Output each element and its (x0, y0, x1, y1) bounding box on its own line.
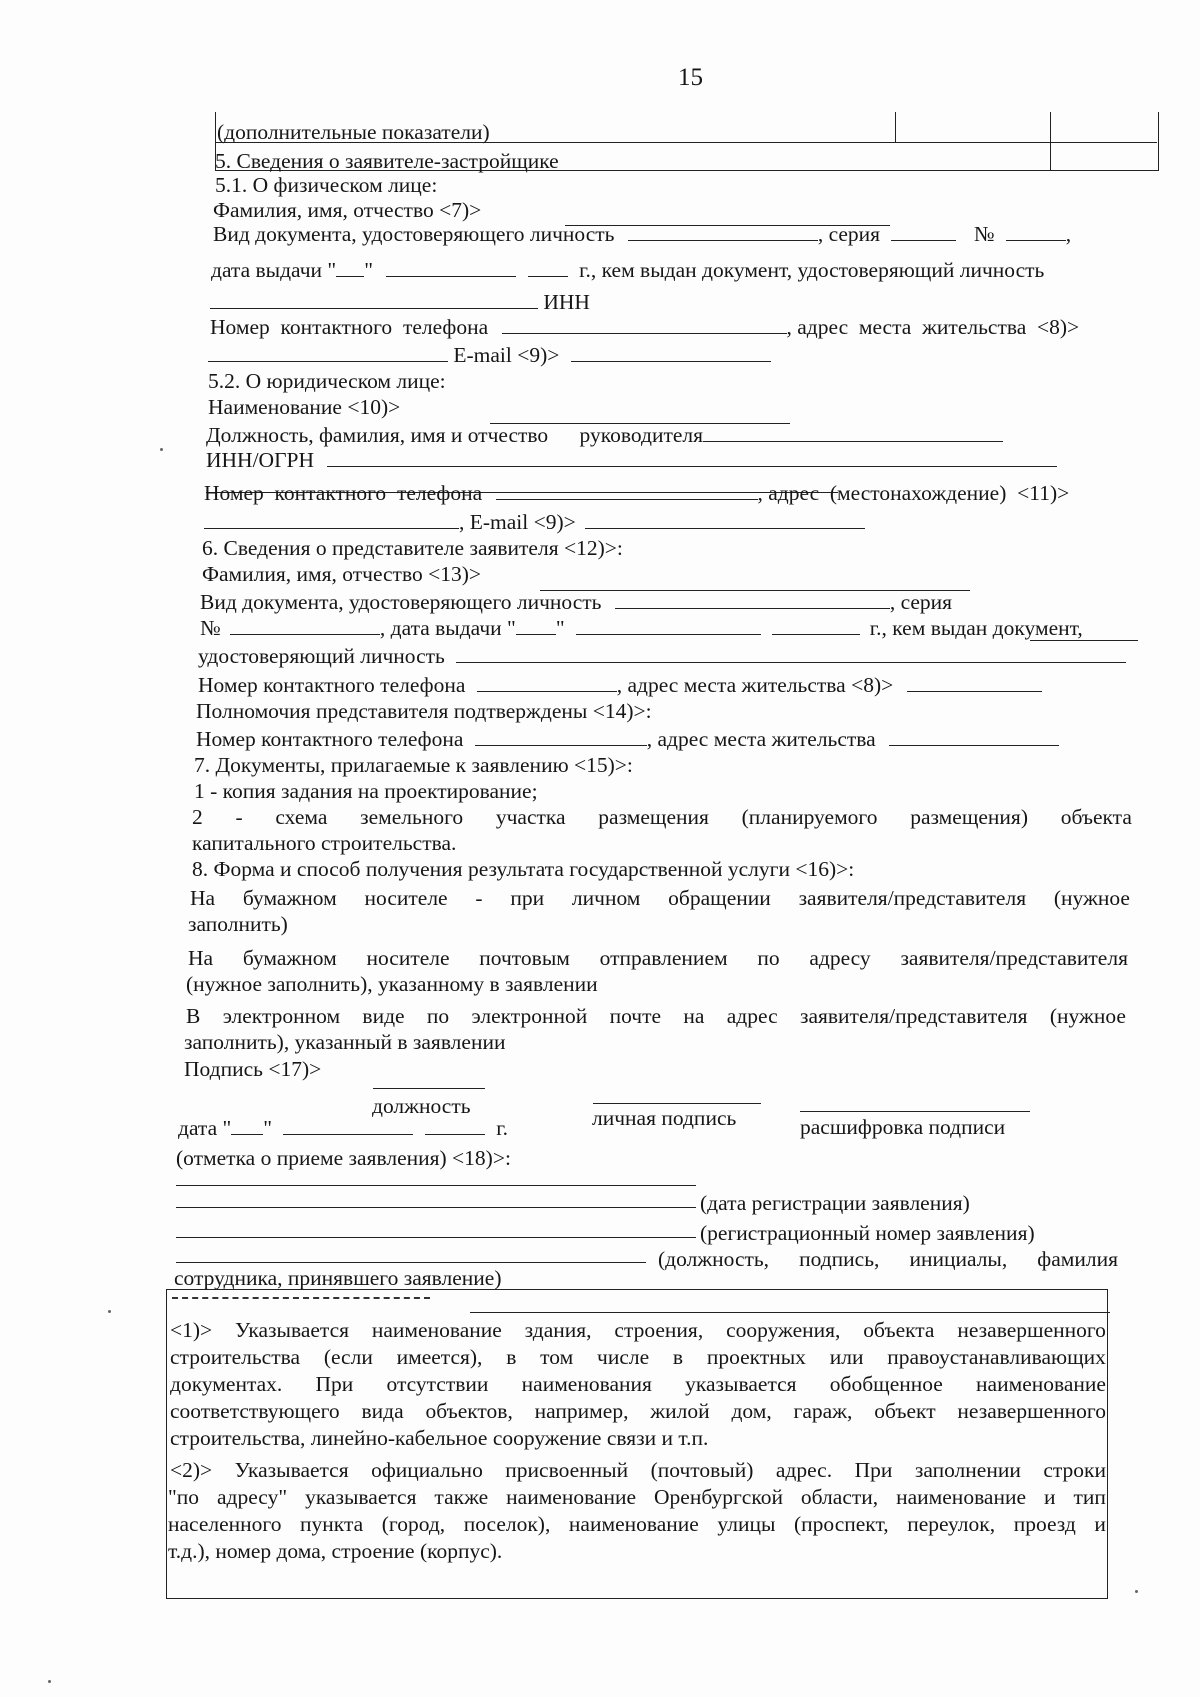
note1-line3 (170, 1372, 1106, 1396)
word: На (188, 946, 214, 970)
option-2 (188, 946, 1128, 970)
head-field (703, 423, 1003, 442)
word: почтовым (479, 946, 570, 970)
scan-speck (108, 1310, 111, 1313)
word: (нужное (1053, 886, 1130, 910)
word: в (672, 1345, 684, 1369)
position-sign-field (373, 1088, 485, 1089)
word: виде (362, 1004, 405, 1028)
word: участка (495, 805, 566, 829)
word: (проспект, (794, 1512, 889, 1536)
note2-end: т.д.), номер дома, строение (корпус). (168, 1539, 503, 1563)
word: размещения (598, 805, 709, 829)
comma: , (1065, 222, 1072, 246)
rep-identity-label: удостоверяющий личность (198, 644, 445, 668)
reg-date-field (176, 1207, 696, 1208)
word: строительства (170, 1345, 301, 1369)
head-line (206, 423, 1003, 447)
word: указывается (305, 1485, 417, 1509)
word: незавершенного (957, 1399, 1106, 1423)
rep-doc-label: Вид документа, удостоверяющего личность (200, 590, 602, 614)
rep-issued-by-label: г., кем выдан документ, (869, 616, 1083, 640)
scan-speck (1135, 1590, 1138, 1593)
position-caption: должность (372, 1094, 471, 1118)
word: адресу (809, 946, 871, 970)
section5-title: 5. Сведения о заявителе-застройщике (215, 149, 559, 173)
rep-identity-line (198, 644, 1126, 668)
sign-month-field (283, 1116, 413, 1135)
word: объект (874, 1399, 936, 1423)
sign-date-label: дата " (178, 1116, 232, 1140)
inn-ogrn-line (206, 448, 1057, 472)
footnotes-inner-rule (470, 1312, 1110, 1313)
phone-field (502, 315, 787, 334)
doc-line (213, 222, 1071, 246)
rep-address-label: , адрес места жительства <8)> (616, 673, 894, 697)
word: наименование (506, 1485, 637, 1509)
section5-sub1: 5.1. О физическом лице: (215, 173, 438, 197)
scan-speck (48, 1680, 51, 1683)
rep-series-label: , серия (889, 590, 953, 614)
word: личном (571, 886, 641, 910)
word: жилой (650, 1399, 710, 1423)
word: на (683, 1004, 705, 1028)
word: отсутствии (386, 1372, 489, 1396)
attachment-2 (192, 805, 1132, 829)
note1-line2 (170, 1345, 1106, 1369)
word: носителе (364, 886, 448, 910)
word: дом, (731, 1399, 772, 1423)
word: объектов, (425, 1399, 513, 1423)
sign-day-field (231, 1116, 263, 1135)
reg-number-field (176, 1237, 696, 1238)
doc-field (628, 222, 818, 241)
address-word: жительства (922, 315, 1027, 339)
quote: " (555, 616, 565, 640)
inn-ogrn-field (327, 448, 1057, 467)
word: или (829, 1345, 864, 1369)
note2-line3 (168, 1512, 1106, 1536)
word: объекта (1060, 805, 1132, 829)
personal-caption: личная подпись (592, 1106, 737, 1130)
word: <2)> (170, 1458, 213, 1482)
section7-title: 7. Документы, прилагаемые к заявлению <15)>: (194, 753, 633, 777)
email2-label: , E-mail <9)> (459, 510, 576, 534)
word: и (1094, 1512, 1106, 1536)
email-field (571, 343, 771, 362)
option-1 (190, 886, 1130, 910)
table-row-label: (дополнительные показатели) (217, 120, 490, 144)
head-label: руководителя (579, 423, 704, 447)
word: строения, (614, 1318, 704, 1342)
position-label: Должность, фамилия, имя и отчество (206, 423, 549, 447)
signature-label: Подпись <17)> (184, 1057, 322, 1081)
attachment-1: 1 - копия задания на проектирование; (194, 779, 538, 803)
word: числе (597, 1345, 650, 1369)
rep-fio-label: Фамилия, имя, отчество <13)> (202, 562, 481, 586)
word: переулок, (907, 1512, 996, 1536)
word: при (510, 886, 545, 910)
section8-title: 8. Форма и способ получения результата государственной услуги <16)>: (192, 857, 855, 881)
word: При (854, 1458, 893, 1482)
sign-year-field (425, 1116, 485, 1135)
word: наименование (896, 1485, 1027, 1509)
rep-phone2-field (475, 727, 647, 746)
email-line (208, 343, 771, 367)
word: бумажном (242, 886, 337, 910)
decoding-caption: расшифровка подписи (800, 1115, 1006, 1139)
inn-line (210, 290, 590, 314)
quote: " (263, 1116, 273, 1140)
option-1-end: заполнить) (188, 912, 288, 936)
word: отправлением (599, 946, 728, 970)
word: (город, (381, 1512, 446, 1536)
word: строки (1043, 1458, 1106, 1482)
word: правоустанавливающих (887, 1345, 1106, 1369)
table-col-divider (1050, 112, 1051, 170)
word: 2 (192, 805, 203, 829)
word: улицы (717, 1512, 776, 1536)
email2-field (585, 510, 865, 529)
rep-doc-field (615, 590, 890, 609)
section5-sub2: 5.2. О юридическом лице: (208, 369, 446, 393)
word: (планируемого (741, 805, 878, 829)
receipt-label: (отметка о приеме заявления) <18)>: (176, 1146, 511, 1170)
word: (должность, (658, 1247, 770, 1271)
word: пункта (300, 1512, 364, 1536)
word: имеется), (396, 1345, 483, 1369)
doc-label: Вид документа, удостоверяющего личность (213, 222, 615, 246)
word: в (506, 1345, 517, 1369)
word: проектных (706, 1345, 806, 1369)
word: (почтовый) (650, 1458, 754, 1482)
rep-year-field (772, 616, 860, 635)
word: <1)> (170, 1318, 213, 1342)
year-field (528, 258, 568, 277)
word: обращении (668, 886, 771, 910)
employee-caption (658, 1247, 1118, 1271)
rep-series-field (1030, 640, 1138, 641)
address-note: <8)> (1037, 315, 1080, 339)
word: электронной (471, 1004, 588, 1028)
word: (нужное (1049, 1004, 1126, 1028)
word: указывается (685, 1372, 797, 1396)
word: населенного (168, 1512, 282, 1536)
word: носителе (366, 946, 450, 970)
word: по (426, 1004, 450, 1028)
word: поселок), (463, 1512, 551, 1536)
word: проезд (1013, 1512, 1076, 1536)
word: фамилия (1037, 1247, 1118, 1271)
word: заявителя/представителя (900, 946, 1128, 970)
phone2-field (496, 481, 758, 500)
word: подпись, (799, 1247, 880, 1271)
word: - (235, 805, 243, 829)
word: обобщенное (829, 1372, 943, 1396)
word: заявителя/представителя (799, 1004, 1028, 1028)
word: незавершенного (957, 1318, 1106, 1342)
footnote-separator (172, 1297, 430, 1299)
rep-number-sign: № (200, 616, 221, 640)
word: тип (1073, 1485, 1106, 1509)
word: заявителя/представителя (798, 886, 1027, 910)
address-word: , адрес (786, 315, 849, 339)
word: наименование (568, 1512, 699, 1536)
series-field (891, 222, 956, 241)
word: объекта (863, 1318, 935, 1342)
personal-sign-field (593, 1103, 761, 1104)
word: размещения) (910, 805, 1028, 829)
word: присвоенный (505, 1458, 629, 1482)
word: соответствующего (170, 1399, 340, 1423)
note2-line1 (170, 1458, 1106, 1482)
word: Указывается (235, 1318, 350, 1342)
word: здания, (524, 1318, 592, 1342)
rep-phone-line (198, 673, 1042, 697)
email-label: E-mail <9)> (453, 343, 560, 367)
word: документах. (170, 1372, 283, 1396)
word: - (475, 886, 483, 910)
rep-phone2-line (196, 727, 1059, 751)
section6-title: 6. Сведения о представителе заявителя <12)>: (202, 536, 623, 560)
phone-word: Номер (204, 481, 264, 505)
loc-word: , адрес (757, 481, 820, 505)
word: например, (534, 1399, 629, 1423)
rep-address2-label: , адрес места жительства (646, 727, 876, 751)
reg-number-caption: (регистрационный номер заявления) (700, 1221, 1035, 1245)
rep-day-field (516, 616, 556, 635)
employee-field (176, 1262, 646, 1263)
phone-word: контактного (280, 315, 393, 339)
inn-ogrn-label: ИНН/ОГРН (206, 448, 314, 472)
rep-phone-field (477, 673, 617, 692)
day-field (336, 258, 364, 277)
word: и (1044, 1485, 1056, 1509)
decoding-sign-field (800, 1111, 1030, 1112)
issuer-field (210, 290, 538, 309)
word: адрес (726, 1004, 778, 1028)
employee-caption-end: сотрудника, принявшего заявление) (174, 1266, 502, 1290)
word: также (434, 1485, 489, 1509)
rep-number-field (230, 616, 380, 635)
sign-date-line (178, 1116, 508, 1140)
note1-line1 (170, 1318, 1106, 1342)
number-sign: № (973, 222, 995, 246)
loc-word: (местонахождение) (829, 481, 1007, 505)
rep-issue-date-label: , дата выдачи " (379, 616, 516, 640)
rep-number-line (200, 616, 1083, 640)
rep-address2-field (889, 727, 1059, 746)
series-label: , серия (817, 222, 881, 246)
scan-speck (160, 448, 163, 451)
option-2-end: (нужное заполнить), указанному в заявлении (186, 972, 598, 996)
issued-by-label: г., кем выдан документ, удостоверяющий личность (579, 258, 1045, 282)
note2-line2 (168, 1485, 1106, 1509)
location-field (204, 510, 459, 529)
phone-word: Номер (210, 315, 270, 339)
option-3 (186, 1004, 1126, 1028)
phone-word: телефона (402, 315, 489, 339)
email2-line (204, 510, 865, 534)
word: том (540, 1345, 574, 1369)
note1-end: строительства, линейно-кабельное сооружение связи и т.п. (170, 1426, 709, 1450)
table-col-divider (895, 112, 896, 142)
rep-phone-label: Номер контактного телефона (198, 673, 466, 697)
issue-date-label: дата выдачи " (211, 258, 337, 282)
word: официально (371, 1458, 483, 1482)
word: При (315, 1372, 354, 1396)
phone-word: телефона (396, 481, 483, 505)
word: наименование (371, 1318, 502, 1342)
rep-phone2-label: Номер контактного телефона (196, 727, 464, 751)
word: земельного (360, 805, 464, 829)
rep-authority: Полномочия представителя подтверждены <14)>: (196, 699, 652, 723)
word: бумажном (242, 946, 337, 970)
word: "по (168, 1485, 200, 1509)
word: сооружения, (726, 1318, 841, 1342)
word: адрес. (775, 1458, 833, 1482)
phone-word: контактного (274, 481, 387, 505)
word: вида (361, 1399, 404, 1423)
rep-month-field (576, 616, 761, 635)
year-suffix: г. (496, 1116, 508, 1140)
word: заполнении (914, 1458, 1021, 1482)
rep-doc-line (200, 590, 952, 614)
receipt-top-rule (176, 1185, 696, 1186)
word: Указывается (234, 1458, 349, 1482)
option-3-end: заполнить), указанный в заявлении (184, 1030, 506, 1054)
phone2-line (204, 481, 1069, 505)
rep-issuer-field (456, 644, 1126, 663)
word: В (186, 1004, 201, 1028)
inn-label: ИНН (543, 290, 590, 314)
address-field (208, 343, 448, 362)
note1-line4 (170, 1399, 1106, 1423)
word: гараж, (793, 1399, 853, 1423)
fio-label: Фамилия, имя, отчество <7)> (213, 198, 482, 222)
org-name-label: Наименование <10)> (208, 395, 401, 419)
month-field (386, 258, 516, 277)
address-word: места (858, 315, 912, 339)
word: инициалы, (909, 1247, 1008, 1271)
word: электронном (222, 1004, 341, 1028)
word: На (190, 886, 216, 910)
word: адресу" (217, 1485, 288, 1509)
reg-date-caption: (дата регистрации заявления) (700, 1191, 970, 1215)
number-field (1006, 222, 1066, 241)
word: по (757, 946, 780, 970)
word: (если (323, 1345, 373, 1369)
page-number: 15 (678, 64, 703, 91)
issue-date-line (211, 258, 1044, 282)
loc-note: <11)> (1017, 481, 1070, 505)
phone-line (210, 315, 1079, 339)
word: схема (275, 805, 328, 829)
word: почте (609, 1004, 662, 1028)
word: области, (800, 1485, 879, 1509)
attachment-2-end: капитального строительства. (192, 831, 457, 855)
word: наименования (521, 1372, 652, 1396)
word: Оренбургской (654, 1485, 783, 1509)
rep-address-field (907, 673, 1042, 692)
quote: " (364, 258, 373, 282)
word: наименование (976, 1372, 1106, 1396)
